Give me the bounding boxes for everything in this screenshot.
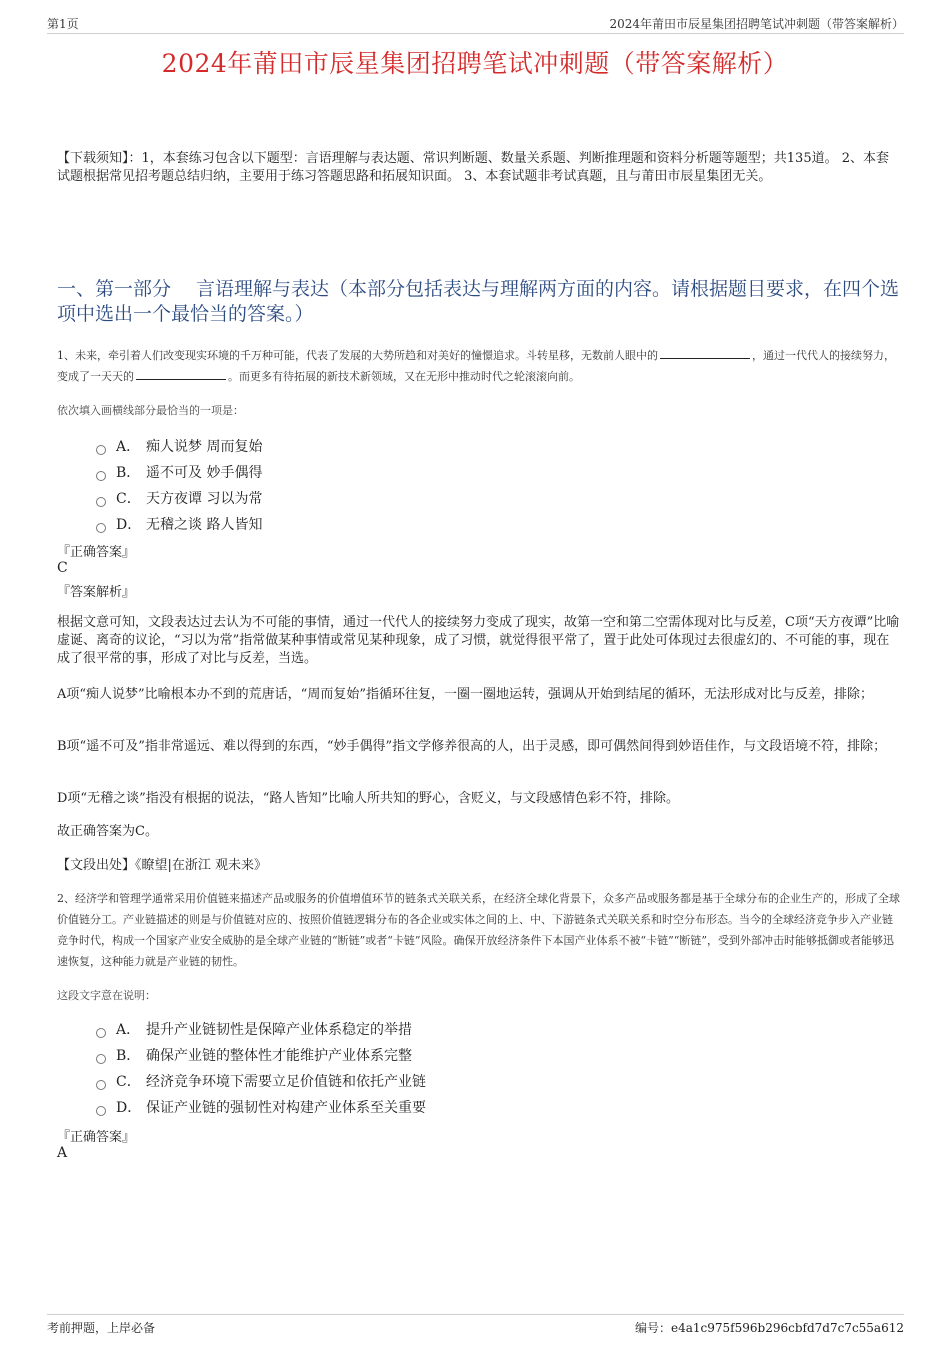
question-1-analysis-label: 『答案解析』 <box>57 585 136 600</box>
question-1-options <box>96 433 262 537</box>
document-title: 2024年莆田市辰星集团招聘笔试冲刺题（带答案解析） <box>161 49 789 78</box>
analysis-paragraph: B项“遥不可及”指非常遥远、难以得到的东西，“妙手偶得”指文学修养很高的人，出于灵感，即可偶然间得到妙语佳作，与文段语境不符，排除； <box>57 739 887 754</box>
radio-button[interactable] <box>96 1054 106 1064</box>
option-letter: B． <box>116 1048 141 1064</box>
option-letter: B． <box>116 465 141 481</box>
option-c[interactable] <box>96 485 262 511</box>
option-text: 遥不可及 妙手偶得 <box>146 465 263 481</box>
option-letter: A． <box>116 1022 141 1038</box>
radio-button[interactable] <box>96 471 106 481</box>
radio-button[interactable] <box>96 523 106 533</box>
question-2-instruction: 这段文字意在说明： <box>57 989 156 1002</box>
question-1-text-part-c: 。而更多有待拓展的新技术新领域，又在无形中推动时代之轮滚滚向前。 <box>228 370 580 383</box>
option-c[interactable] <box>96 1068 426 1094</box>
question-2-answer-label: 『正确答案』 <box>57 1130 136 1145</box>
question-1-answer-label: 『正确答案』 <box>57 545 136 560</box>
question-1-source <box>57 857 900 875</box>
option-letter: D． <box>116 517 142 533</box>
analysis-paragraph: 故正确答案为C。 <box>57 824 158 839</box>
analysis-paragraph: 根据文意可知，文段表达过去认为不可能的事情，通过一代代人的接续努力变成了现实，故第一空和第二空需体现对比与反差，C项“天方夜谭”比喻虚诞、离奇的议论，“习以为常”指常做某种事情或常见某种现象，成了习惯，就觉得很平常了，置于此处可体现过去很虚幻的、不可能的事，现在成了很平常的事，形成了对比与反差，当选。 <box>57 615 900 666</box>
option-a[interactable] <box>96 1016 426 1042</box>
analysis-paragraph: A项“痴人说梦”比喻根本办不到的荒唐话，“周而复始”指循环往复，一圈一圈地运转，强调从开始到结尾的循环，无法形成对比与反差，排除； <box>57 687 873 702</box>
download-notice: 【下载须知】：1，本套练习包含以下题型：言语理解与表达题、常识判断题、数量关系题、判断推理题和资料分析题等题型；共135道。 2、本套试题根据常见招考题总结归纳，主要用于练习答题思路和拓展知识面。 3、本套试题非考试真题，且与莆田市辰星集团无关。 <box>57 151 889 184</box>
question-1-text <box>57 345 902 387</box>
radio-button[interactable] <box>96 1106 106 1116</box>
question-1-analysis-p4 <box>57 790 900 808</box>
question-1-answer: C <box>57 560 68 576</box>
source-reference: 【文段出处】《瞭望|在浙江 观未来》 <box>57 858 268 873</box>
question-1-text-part-a: 1、未来，牵引着人们改变现实环境的千万种可能，代表了发展的大势所趋和对美好的憧憬追求。斗转星移，无数前人眼中的 <box>57 349 658 362</box>
option-d[interactable] <box>96 511 262 537</box>
option-letter: C． <box>116 491 141 507</box>
option-text: 无稽之谈 路人皆知 <box>146 517 263 533</box>
question-1-analysis-p5 <box>57 823 900 841</box>
option-b[interactable] <box>96 1042 426 1068</box>
option-text: 天方夜谭 习以为常 <box>146 491 263 507</box>
page-number: 第1页 <box>47 17 79 31</box>
radio-button[interactable] <box>96 497 106 507</box>
radio-button[interactable] <box>96 445 106 455</box>
question-1-analysis-p1 <box>57 614 900 668</box>
radio-button[interactable] <box>96 1028 106 1038</box>
option-letter: D． <box>116 1100 142 1116</box>
header-doc-title: 2024年莆田市辰星集团招聘笔试冲刺题（带答案解析） <box>609 17 904 31</box>
footer-slogan: 考前押题，上岸必备 <box>47 1321 156 1335</box>
option-d[interactable] <box>96 1094 426 1120</box>
fill-blank-1 <box>660 348 750 359</box>
option-letter: C． <box>116 1074 141 1090</box>
question-2-options <box>96 1016 426 1120</box>
question-1-instruction: 依次填入画横线部分最恰当的一项是： <box>57 404 244 417</box>
footer-doc-id: 编号：e4a1c975f596b296cbfd7d7c7c55a612 <box>635 1321 904 1335</box>
page-header <box>47 15 904 34</box>
option-a[interactable] <box>96 433 262 459</box>
option-text: 痴人说梦 周而复始 <box>146 439 263 455</box>
analysis-paragraph: D项“无稽之谈”指没有根据的说法，“路人皆知”比喻人所共知的野心，含贬义，与文段感情色彩不符，排除。 <box>57 791 680 806</box>
section-heading: 一、第一部分 言语理解与表达（本部分包括表达与理解两方面的内容。请根据题目要求，在四个选项中选出一个最恰当的答案。） <box>57 278 900 325</box>
fill-blank-2 <box>136 369 226 380</box>
page-footer <box>47 1314 904 1336</box>
question-2-text: 2、经济学和管理学通常采用价值链来描述产品或服务的价值增值环节的链条式关联关系，在经济全球化背景下，众多产品或服务都是基于全球分布的企业生产的，形成了全球价值链分工。产业链描述的则是与价值链对应的、按照价值链逻辑分布的各企业或实体之间的上、中、下游链条式关联关系和时空分布形态。当今的全球经济竞争步入产业链竞争时代，构成一个国家产业安全威胁的是全球产业链的“断链”或者“卡链”风险。确保开放经济条件下本国产业体系不被“卡链”“断链”，受到外部冲击时能够抵御或者能够迅速恢复，这种能力就是产业链的韧性。 <box>57 892 900 968</box>
option-text: 经济竞争环境下需要立足价值链和依托产业链 <box>146 1074 426 1090</box>
option-text: 确保产业链的整体性才能维护产业体系完整 <box>146 1048 412 1064</box>
option-b[interactable] <box>96 459 262 485</box>
question-1-text-part-b: ，通过一代代人的接续努力，变成了一天天的 <box>57 349 895 383</box>
radio-button[interactable] <box>96 1080 106 1090</box>
option-letter: A． <box>116 439 141 455</box>
question-2-answer: A <box>57 1145 68 1161</box>
option-text: 保证产业链的强韧性对构建产业体系至关重要 <box>146 1100 426 1116</box>
option-text: 提升产业链韧性是保障产业体系稳定的举措 <box>146 1022 412 1038</box>
question-1-analysis-p2 <box>57 686 900 704</box>
question-1-analysis-p3 <box>57 738 900 756</box>
